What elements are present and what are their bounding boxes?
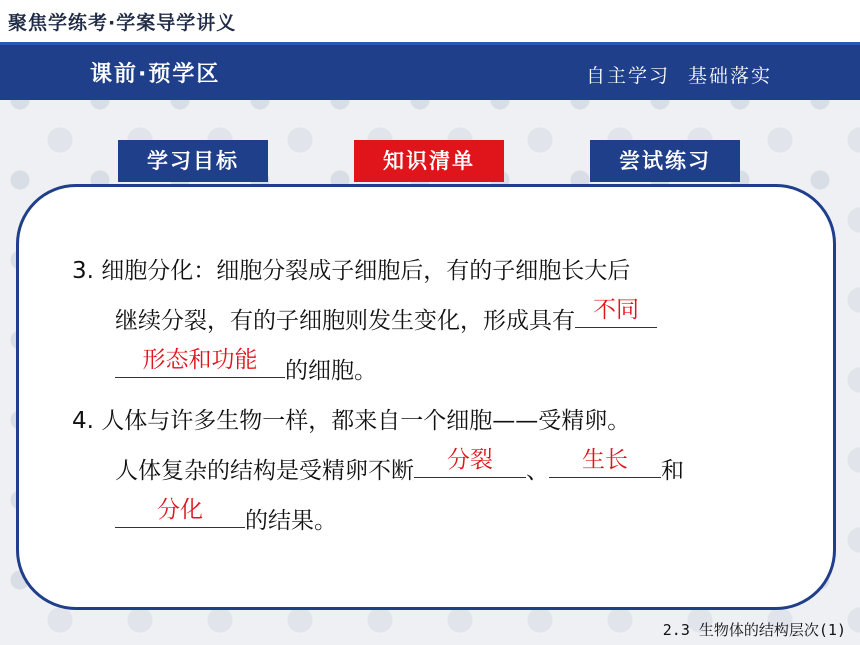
p3-line3: [72, 346, 792, 396]
p4-and: 和: [661, 458, 684, 484]
blank-2: [115, 347, 285, 378]
p4-line2: [72, 446, 792, 496]
banner-section-title: 课前·预学区: [90, 62, 221, 87]
p3-line3-text: 的细胞。: [285, 358, 377, 384]
p4-line3-text: 的结果。: [245, 508, 337, 534]
tab-knowledge-list[interactable]: 知识清单: [354, 140, 504, 182]
tab-practice[interactable]: 尝试练习: [590, 140, 740, 182]
p3-line1: 3. 细胞分化：细胞分裂成子细胞后，有的子细胞长大后: [72, 258, 631, 284]
answer-3: 分裂: [447, 447, 493, 473]
blank-1: [575, 297, 657, 328]
answer-4: 生长: [582, 447, 628, 473]
blank-3: [414, 447, 526, 478]
banner-subtitle: 自主学习 基础落实: [585, 65, 772, 87]
footer-chapter: 2.3 生物体的结构层次(1): [662, 621, 846, 639]
answer-2: 形态和功能: [142, 347, 258, 373]
p4-line1: 4. 人体与许多生物一样，都来自一个细胞——受精卵。: [72, 408, 631, 434]
header-title: 聚焦学练考·学案导学讲义: [8, 12, 237, 34]
answer-5: 分化: [157, 497, 203, 523]
blank-4: [549, 447, 661, 478]
section-banner: [0, 42, 860, 100]
tab-learning-goals[interactable]: 学习目标: [118, 140, 268, 182]
p4-line2-text: 人体复杂的结构是受精卵不断: [115, 458, 414, 484]
paragraph-3: [72, 246, 792, 396]
answer-1: 不同: [593, 297, 639, 323]
p3-line2: [72, 296, 792, 346]
p4-line3: [72, 496, 792, 546]
paragraph-4: [72, 396, 792, 546]
top-header: [0, 0, 860, 42]
blank-5: [115, 497, 245, 528]
p4-separator: 、: [526, 458, 549, 484]
p3-line2-text: 继续分裂，有的子细胞则发生变化，形成具有: [115, 308, 575, 334]
